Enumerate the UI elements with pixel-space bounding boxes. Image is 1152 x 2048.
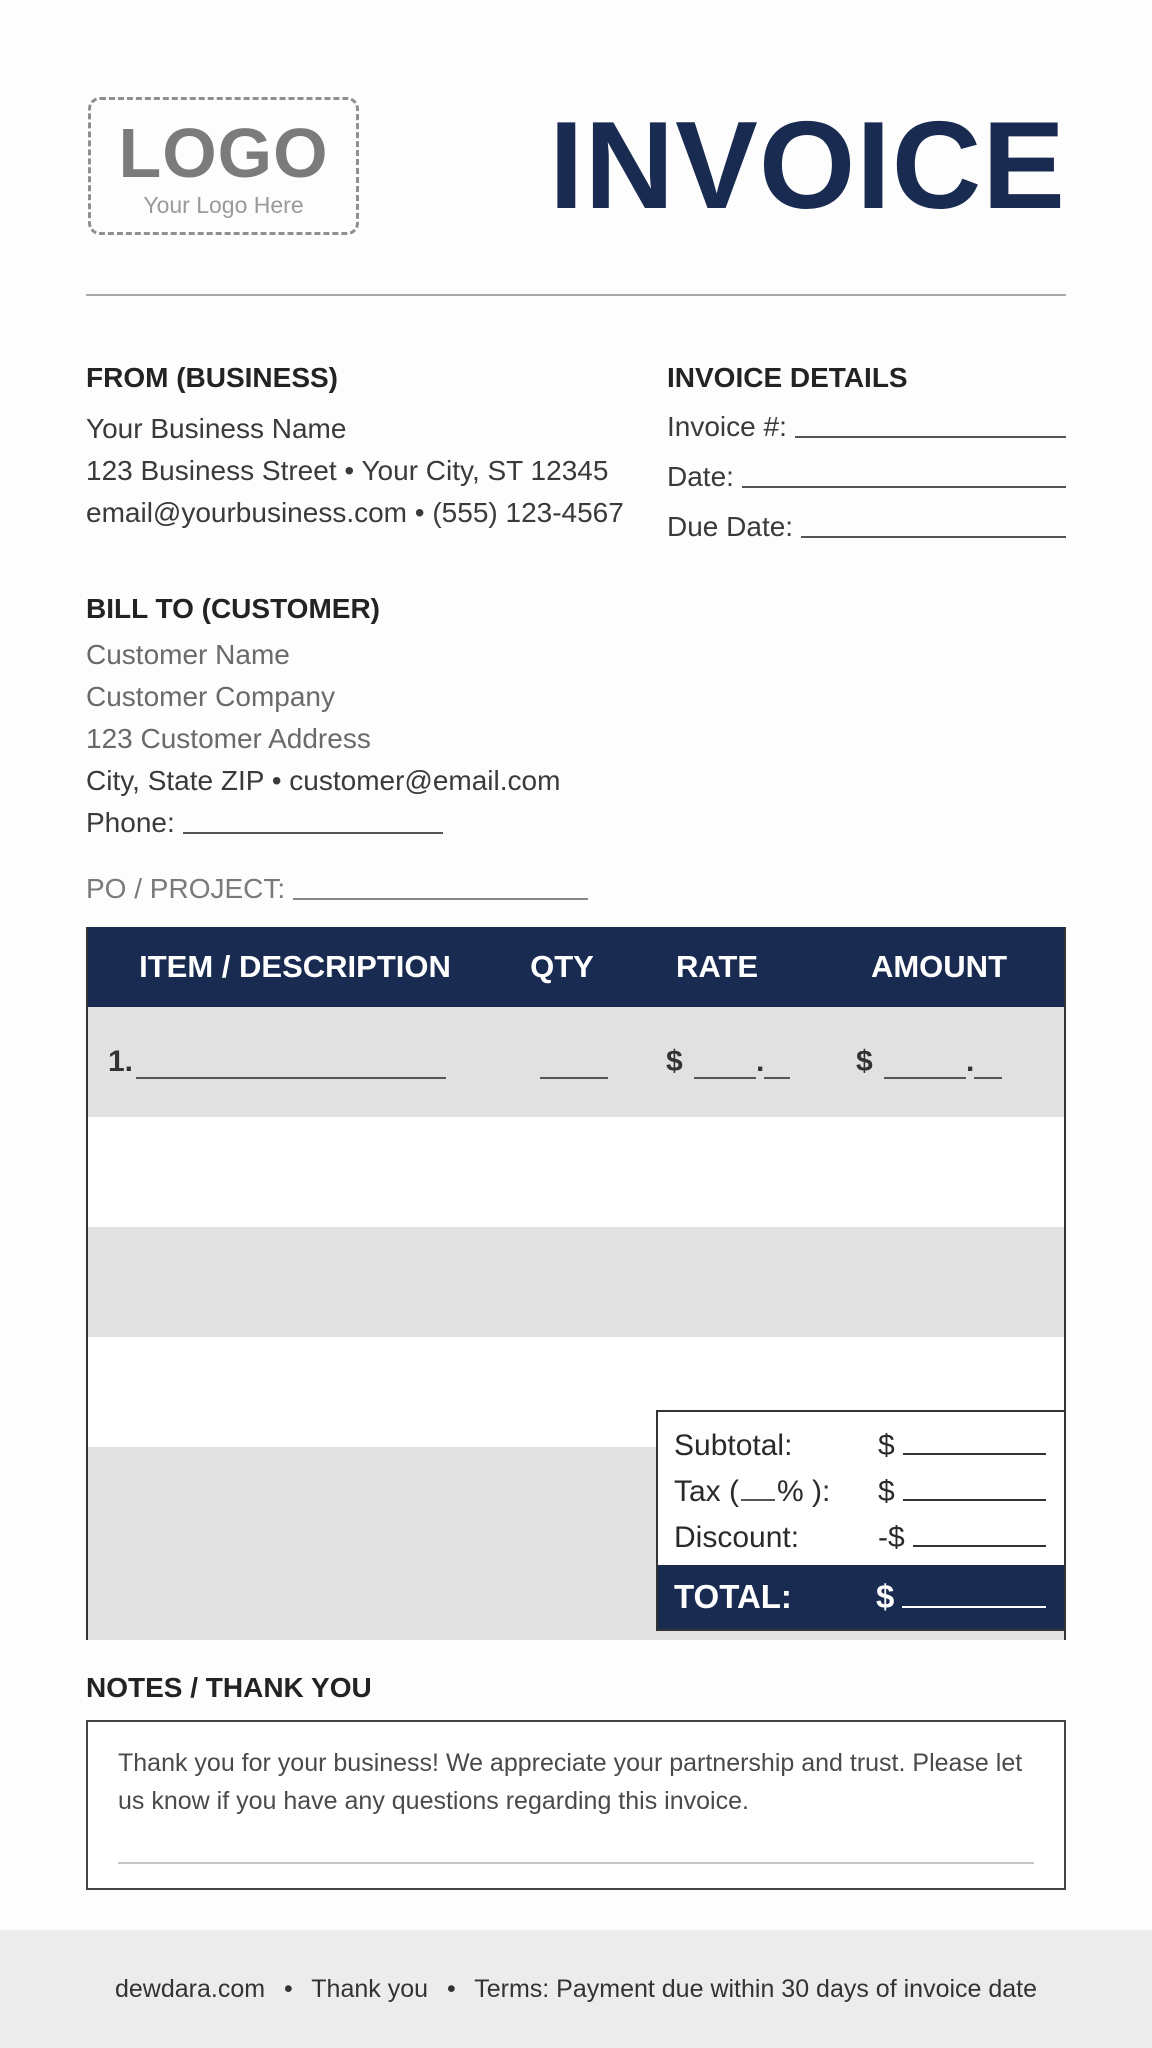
column-header-qty: QTY bbox=[530, 949, 594, 984]
total-row[interactable] bbox=[658, 1565, 1064, 1629]
row-number: 1. bbox=[108, 1045, 134, 1078]
tax-percent-blank[interactable] bbox=[741, 1497, 775, 1501]
customer-company: Customer Company bbox=[86, 681, 335, 712]
invoice-number-label: Invoice #: bbox=[667, 411, 787, 442]
description-blank[interactable] bbox=[136, 1075, 446, 1079]
footer-site: dewdara.com bbox=[114, 1975, 266, 2003]
total-blank[interactable] bbox=[902, 1606, 1046, 1608]
invoice-title: INVOICE bbox=[549, 97, 1066, 235]
column-header-amount: AMOUNT bbox=[870, 949, 1008, 984]
from-heading: FROM (BUSINESS) bbox=[86, 362, 338, 393]
header-divider bbox=[86, 294, 1066, 296]
amount-dollars-blank[interactable] bbox=[884, 1075, 966, 1079]
table-row[interactable] bbox=[88, 1227, 1064, 1337]
customer-city-email: City, State ZIP • customer@email.com bbox=[86, 765, 561, 796]
table-row[interactable] bbox=[88, 1117, 1064, 1227]
rate-cents-blank[interactable] bbox=[764, 1075, 790, 1079]
logo-text: LOGO bbox=[118, 114, 329, 192]
tax-row[interactable] bbox=[674, 1472, 1046, 1512]
business-address: 123 Business Street • Your City, ST 12345 bbox=[86, 455, 609, 486]
subtotal-currency: $ bbox=[878, 1429, 895, 1462]
phone-blank[interactable] bbox=[183, 832, 443, 834]
invoice-number-blank[interactable] bbox=[795, 436, 1066, 438]
customer-name: Customer Name bbox=[86, 639, 290, 670]
column-header-rate: RATE bbox=[675, 949, 759, 984]
rate-decimal-point: . bbox=[756, 1045, 765, 1078]
discount-blank[interactable] bbox=[913, 1545, 1046, 1547]
table-row[interactable] bbox=[88, 1007, 1064, 1117]
subtotal-row[interactable] bbox=[674, 1426, 1046, 1466]
footer-terms: Terms: Payment due within 30 days of invoice date bbox=[474, 1975, 1038, 2003]
subtotal-blank[interactable] bbox=[903, 1453, 1046, 1455]
amount-cents-blank[interactable] bbox=[974, 1075, 1002, 1079]
rate-currency: $ bbox=[666, 1045, 683, 1078]
notes-box[interactable] bbox=[86, 1720, 1066, 1890]
phone-label: Phone: bbox=[86, 807, 175, 838]
amount-currency: $ bbox=[856, 1045, 873, 1078]
business-name: Your Business Name bbox=[86, 413, 347, 444]
tax-blank[interactable] bbox=[903, 1499, 1046, 1501]
due-date-label: Due Date: bbox=[667, 511, 794, 542]
footer bbox=[0, 1930, 1152, 2048]
due-date-field[interactable] bbox=[667, 510, 1066, 544]
tax-currency: $ bbox=[878, 1475, 895, 1508]
po-project-blank[interactable] bbox=[293, 898, 588, 900]
logo-placeholder bbox=[88, 97, 359, 235]
po-project-label: PO / PROJECT: bbox=[86, 873, 286, 904]
invoice-details-heading: INVOICE DETAILS bbox=[667, 362, 908, 393]
discount-label: Discount: bbox=[674, 1521, 800, 1554]
notes-heading: NOTES / THANK YOU bbox=[86, 1672, 372, 1703]
discount-currency: -$ bbox=[878, 1521, 905, 1554]
qty-blank[interactable] bbox=[540, 1075, 608, 1079]
business-contact: email@yourbusiness.com • (555) 123-4567 bbox=[86, 497, 624, 528]
notes-text: Thank you for your business! We appreciate your partnership and trust. Please let us know if you have any questions regarding this invoice. bbox=[118, 1749, 1023, 1815]
footer-separator: • bbox=[446, 1975, 456, 2003]
tax-label: Tax ( % ): bbox=[674, 1475, 831, 1508]
footer-separator: • bbox=[284, 1975, 293, 2003]
column-header-item: ITEM / DESCRIPTION bbox=[139, 949, 451, 984]
footer-thanks: Thank you bbox=[311, 1975, 429, 2003]
bill-to-heading: BILL TO (CUSTOMER) bbox=[86, 593, 380, 624]
rate-dollars-blank[interactable] bbox=[694, 1075, 756, 1079]
notes-line bbox=[118, 1862, 1034, 1864]
date-blank[interactable] bbox=[742, 486, 1066, 488]
discount-row[interactable] bbox=[674, 1518, 1046, 1558]
total-currency: $ bbox=[876, 1578, 895, 1615]
invoice-number-field[interactable] bbox=[667, 410, 1066, 444]
table-header bbox=[88, 927, 1064, 1007]
due-date-blank[interactable] bbox=[801, 536, 1066, 538]
subtotal-label: Subtotal: bbox=[674, 1429, 793, 1462]
logo-subtext: Your Logo Here bbox=[143, 192, 304, 218]
customer-address: 123 Customer Address bbox=[86, 723, 371, 754]
amount-decimal-point: . bbox=[966, 1045, 975, 1078]
date-label: Date: bbox=[667, 461, 734, 492]
date-field[interactable] bbox=[667, 460, 1066, 494]
phone-field[interactable] bbox=[86, 806, 443, 840]
total-label: TOTAL: bbox=[674, 1578, 792, 1615]
po-project-field[interactable] bbox=[86, 872, 588, 906]
totals-box bbox=[656, 1410, 1066, 1631]
